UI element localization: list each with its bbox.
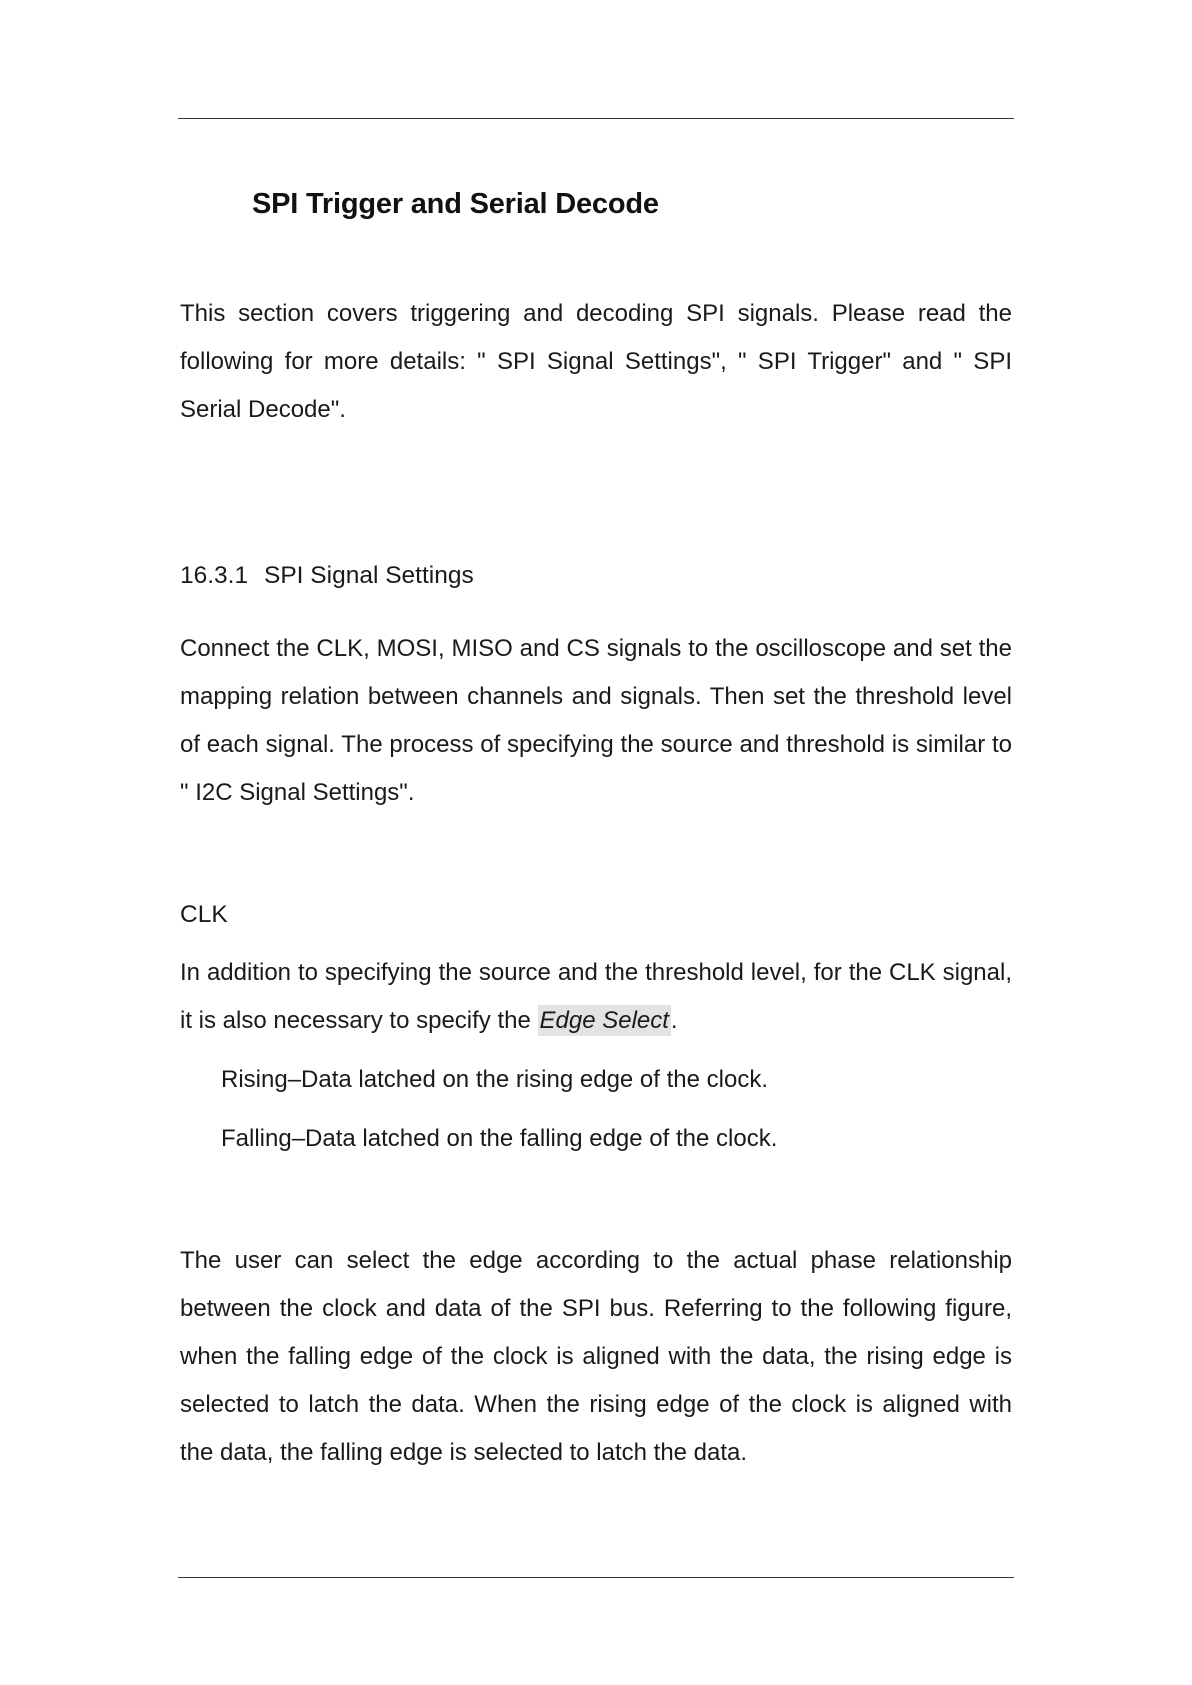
header-rule: [178, 118, 1014, 119]
clk-heading: CLK: [180, 901, 228, 928]
footer-rule: [178, 1577, 1014, 1578]
closing-paragraph: The user can select the edge according to the actual phase relationship between the clock and data of the SPI bus. Referring to the following figure, when the falling edge of the clock is aligned with the data, the rising edge is selected to latch the data. When the rising edge of the clock is aligned with the data, the falling edge is selected to latch the data.: [180, 1247, 1012, 1466]
intro-paragraph: This section covers triggering and decoding SPI signals. Please read the following for more details: " SPI Signal Settings", " SPI Trigger" and " SPI Serial Decode".: [180, 300, 1012, 423]
clk-body-end: .: [670, 1007, 678, 1034]
clk-body-start: In addition to specifying the source and the threshold level, for the CLK signal, it is also necessary to specify the: [180, 959, 1012, 1034]
subsection-heading: [180, 560, 1012, 592]
clk-paragraph-container: [180, 949, 1012, 1045]
signal-settings-paragraph-container: [180, 625, 1012, 817]
falling-option: Falling–Data latched on the falling edge of the clock.: [221, 1125, 778, 1152]
edge-select-term: Edge Select: [539, 1007, 669, 1034]
section-title: SPI Trigger and Serial Decode: [252, 188, 659, 220]
closing-paragraph-container: [180, 1237, 1012, 1477]
clk-heading-container: [180, 899, 1012, 931]
clk-paragraph: [180, 949, 1012, 1045]
intro-paragraph-container: [180, 290, 1012, 434]
rising-option: Rising–Data latched on the rising edge of the clock.: [221, 1066, 768, 1093]
subsection-title: SPI Signal Settings: [264, 562, 474, 589]
signal-settings-paragraph: Connect the CLK, MOSI, MISO and CS signals to the oscilloscope and set the mapping relation between channels and signals. Then set the threshold level of each signal. The process of specifying the source and threshold is similar to " I2C Signal Settings".: [180, 635, 1012, 806]
subsection-number: 16.3.1: [180, 562, 249, 589]
